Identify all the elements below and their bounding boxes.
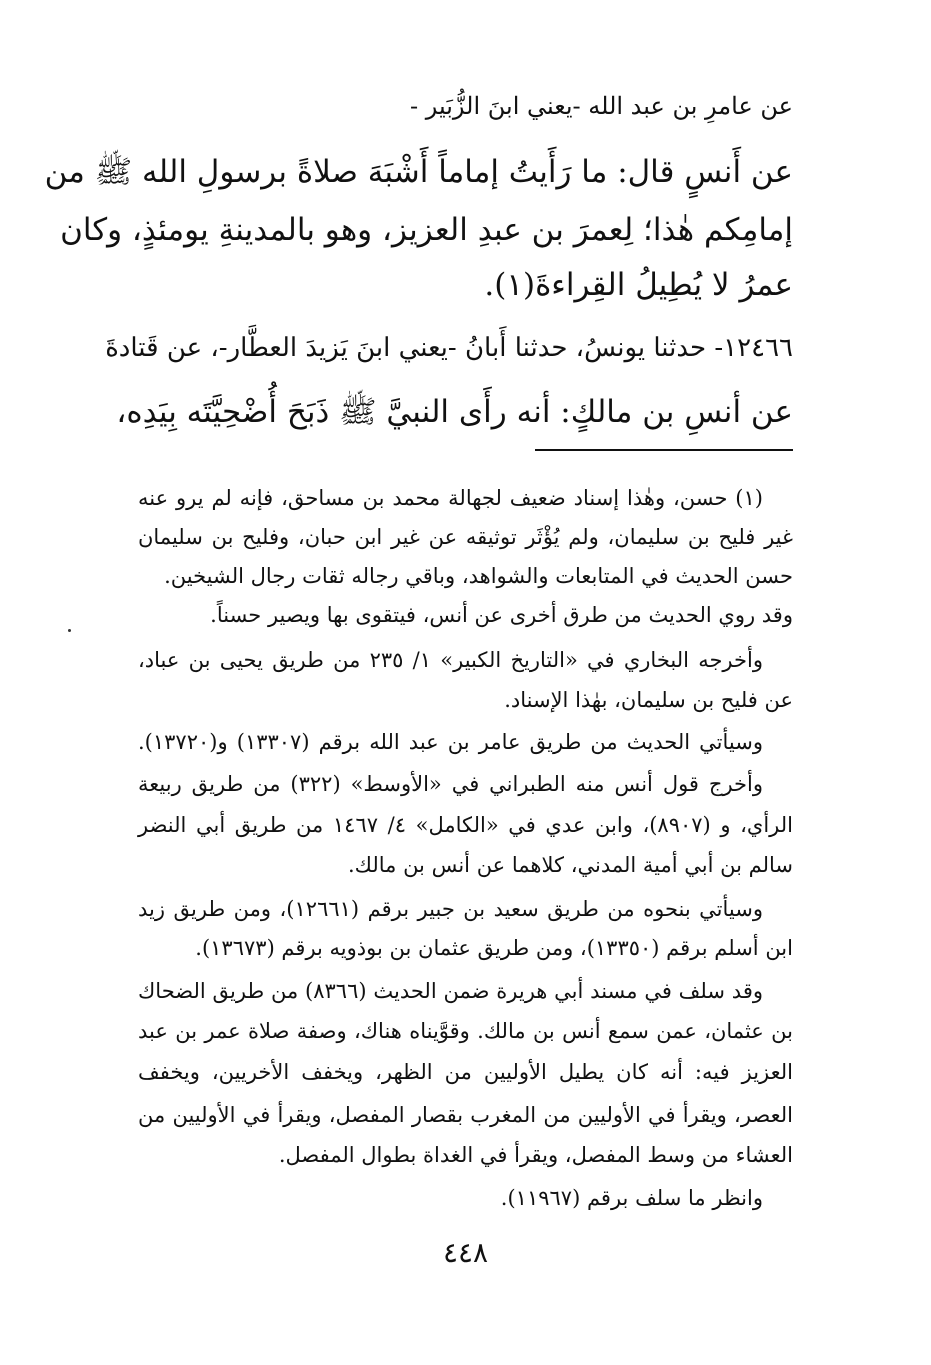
footnote-line: بن عثمان، عمن سمع أنس بن مالك. وقوَّيناه هناك، وصفة صلاة عمر بن عبد [138,1019,793,1043]
footnote-line: الرأي، و (٨٩٠٧)، وابن عدي في «الكامل» ٤/ ١٤٦٧ من طريق أبي النضر [138,813,793,837]
page-number: ٤٤٨ [442,1236,489,1269]
footnote-line: وقد سلف في مسند أبي هريرة ضمن الحديث (٨٣٦٦) من طريق الضحاك [138,979,763,1003]
footnote-line: العشاء من وسط المفصل، ويقرأ في الغداة بطوال المفصل. [278,1143,793,1167]
scan-speck [68,629,71,632]
chain-header-line: عن عامرِ بن عبد الله -يعني ابنَ الزُّبَير - [410,92,793,120]
footnote-line: وانظر ما سلف برقم (١١٩٦٧). [500,1186,763,1210]
footnote-line: حسن الحديث في المتابعات والشواهد، وباقي رجاله ثقات رجال الشيخين. [164,564,793,588]
footnote-line: وسيأتي الحديث من طريق عامر بن عبد الله برقم (١٣٣٠٧) و(١٣٧٢٠). [138,730,764,754]
hadith-text-line: عمرُ لا يُطِيلُ القِراءةَ(١). [484,267,793,303]
footnote-line: وأخرج قول أنس منه الطبراني في «الأوسط» (٣٢٢) من طريق ربيعة [138,772,764,796]
footnote-line: غير فليح بن سليمان، ولم يُؤْثَر توثيقه عن غير ابن حبان، وفليح بن سليمان [138,525,793,549]
hadith-text-line: إمامِكم هٰذا؛ لِعمرَ بن عبدِ العزيز، وهو بالمدينةِ يومئذٍ، وكان [60,212,793,248]
footnote-line: وأخرجه البخاري في «التاريخ الكبير» ١/ ٢٣٥ من طريق يحيى بن عباد، [138,648,763,672]
footnote-line: وقد روي الحديث من طرق أخرى عن أنس، فيتقوى بها ويصير حسناً. [210,603,793,627]
hadith-isnad-line: ١٢٤٦٦- حدثنا يونسُ، حدثنا أَبانُ -يعني ابنَ يَزيدَ العطَّار-، عن قَتادةَ [105,333,793,363]
footnote-line: (١) حسن، وهٰذا إسناد ضعيف لجهالة محمد بن مساحق، فإنه لم يرو عنه [138,486,763,510]
hadith-text-line: عن أَنسٍ قال: ما رَأَيتُ إماماً أَشْبَهَ صلاةً برسولِ الله ﷺ من [44,154,793,190]
footnote-line: ابن أسلم برقم (١٣٣٥٠)، ومن طريق عثمان بن بوذويه برقم (١٣٦٧٣). [195,936,793,960]
footnote-separator [535,449,793,451]
hadith-matn-line: عن أنسِ بن مالكٍ: أنه رأَى النبيَّ ﷺ ذَبَحَ أُضْحِيَّتَه بِيَدِه، [116,394,793,430]
footnote-line: العزيز فيه: أنه كان يطيل الأوليين من الظهر، ويخفف الأخريين، ويخفف [138,1060,793,1084]
footnote-line: العصر، ويقرأ في الأوليين من المغرب بقصار المفصل، ويقرأ في الأوليين من [138,1103,793,1127]
footnote-line: وسيأتي بنحوه من طريق سعيد بن جبير برقم (١٢٦٦١)، ومن طريق زيد [138,897,763,921]
footnote-line: عن فليح بن سليمان، بهٰذا الإسناد. [504,688,793,712]
footnote-line: سالم بن أبي أمية المدني، كلاهما عن أنس بن مالك. [347,853,793,877]
